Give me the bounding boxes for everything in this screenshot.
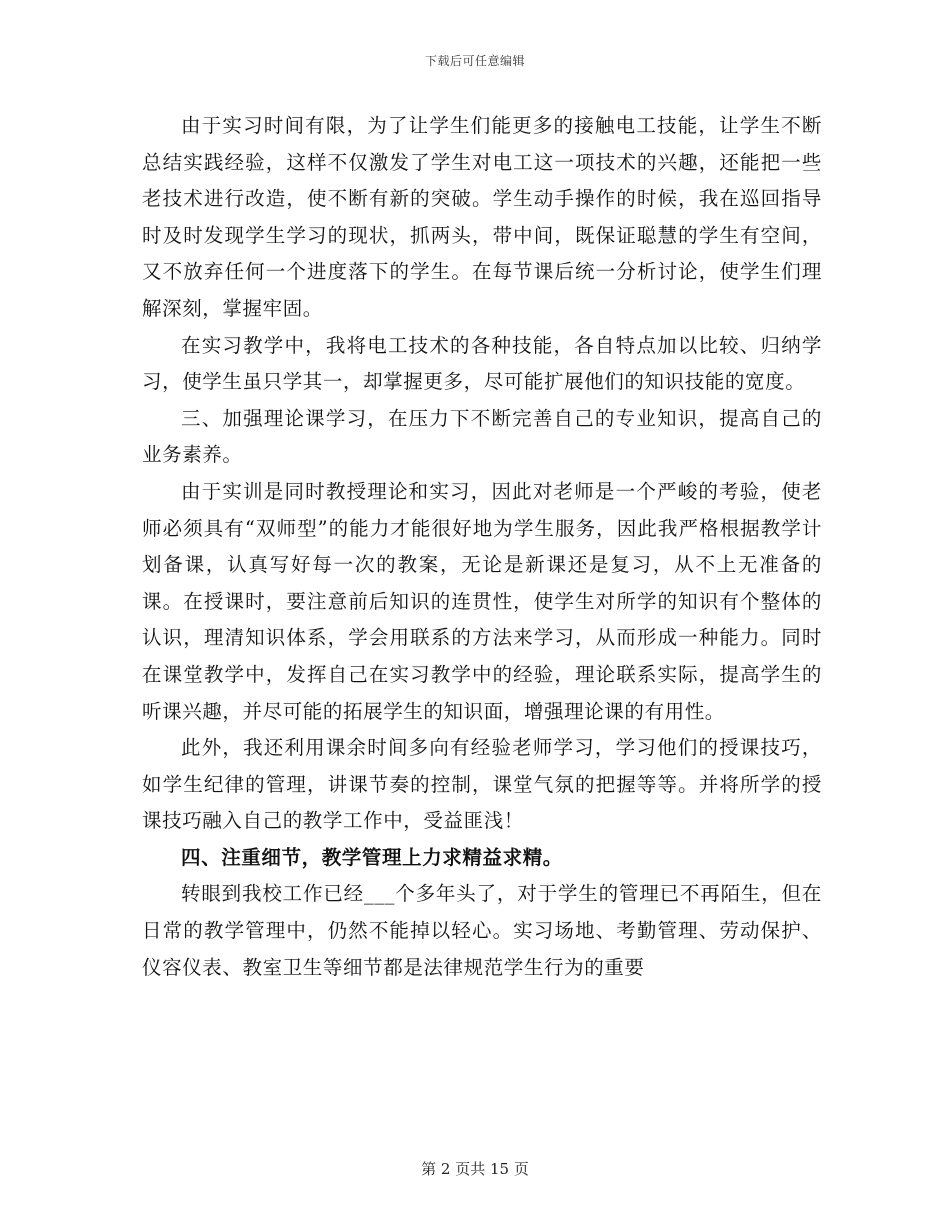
paragraph: 转眼到我校工作已经___个多年头了，对于学生的管理已不再陌生，但在日常的教学管理中，仍然不能掉以轻心。实习场地、考勤管理、劳动保护、仪容仪表、教室卫生等细节都是法律规范学生行为的重要 xyxy=(142,882,822,979)
section-heading: 三、加强理论课学习，在压力下不断完善自己的专业知识，提高自己的业务素养。 xyxy=(142,406,822,467)
paragraph: 由于实习时间有限，为了让学生们能更多的接触电工技能，让学生不断总结实践经验，这样不仅激发了学生对电工这一项技术的兴趣，还能把一些老技术进行改造，使不断有新的突破。学生动手操作的时候，我在巡回指导时及时发现学生学习的现状，抓两头，带中间，既保证聪慧的学生有空间，又不放弃任何一个进度落下的学生。在每节课后统一分析讨论，使学生们理解深刻，掌握牢固。 xyxy=(142,114,822,320)
section-heading-bold: 四、注重细节，教学管理上力求精益求精。 xyxy=(181,845,563,869)
page-header: 下载后可任意编辑 xyxy=(424,54,525,68)
page-footer: 第 2 页共 15 页 xyxy=(421,1160,529,1178)
document-body xyxy=(142,108,822,986)
paragraph: 此外，我还利用课余时间多向有经验老师学习，学习他们的授课技巧，如学生纪律的管理，讲课节奏的控制，课堂气氛的把握等等。并将所学的授课技巧融入自己的教学工作中，受益匪浅！ xyxy=(142,736,822,833)
paragraph: 在实习教学中，我将电工技术的各种技能，各自特点加以比较、归纳学习，使学生虽只学其一，却掌握更多，尽可能扩展他们的知识技能的宽度。 xyxy=(142,333,822,394)
paragraph: 由于实训是同时教授理论和实习，因此对老师是一个严峻的考验，使老师必须具有“双师型”的能力才能很好地为学生服务，因此我严格根据教学计划备课，认真写好每一次的教案，无论是新课还是复习，从不上无准备的课。在授课时，要注意前后知识的连贯性，使学生对所学的知识有个整体的认识，理清知识体系，学会用联系的方法来学习，从而形成一种能力。同时在课堂教学中，发挥自己在实习教学中的经验，理论联系实际，提高学生的听课兴趣，并尽可能的拓展学生的知识面，增强理论课的有用性。 xyxy=(142,479,822,723)
